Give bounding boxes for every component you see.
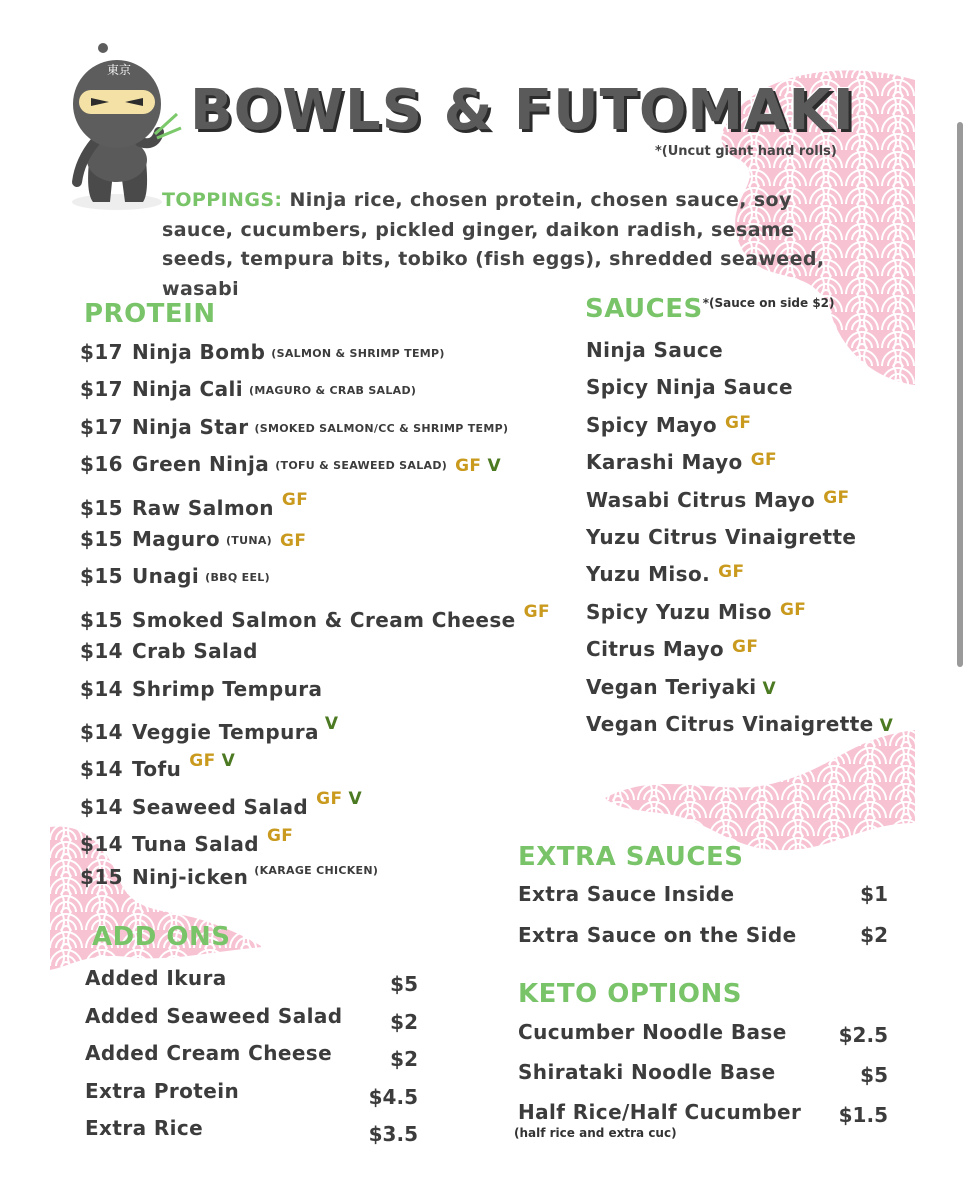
protein-item — [80, 677, 322, 701]
item-name: Raw Salmon — [132, 495, 274, 520]
sauce-item — [586, 413, 751, 437]
sauce-item — [586, 338, 723, 362]
addon-item: Added Cream Cheese — [85, 1041, 333, 1065]
extra-sauce-item: Extra Sauce on the Side — [518, 923, 797, 947]
gf-badge: GF — [523, 601, 551, 622]
scrollbar-thumb[interactable] — [957, 122, 963, 667]
sauce-item — [586, 525, 856, 549]
decorative-wave-middle-right — [600, 728, 920, 858]
item-name: Tuna Salad — [132, 832, 259, 857]
item-price: $15 — [80, 607, 123, 632]
extra-sauce-price: $2 — [860, 923, 888, 947]
vegan-badge: V — [487, 456, 502, 477]
item-price: $14 — [80, 720, 123, 744]
gf-badge: GF — [750, 450, 778, 471]
sauce-item — [586, 488, 850, 512]
protein-item — [80, 864, 378, 889]
sauce-item — [586, 637, 758, 661]
addon-price: $5 — [390, 972, 418, 996]
addon-item: Extra Rice — [85, 1116, 204, 1140]
vegan-badge: V — [221, 751, 236, 772]
item-price: $15 — [80, 864, 123, 889]
gf-badge: GF — [281, 489, 309, 510]
protein-item — [80, 377, 416, 401]
sauce-name: Wasabi Citrus Mayo — [586, 487, 816, 512]
page-subtitle: *(Uncut giant hand rolls) — [655, 144, 837, 159]
sauce-item — [586, 562, 744, 586]
addon-price: $3.5 — [368, 1122, 418, 1146]
toppings-description — [162, 186, 862, 304]
item-price: $14 — [80, 794, 123, 819]
addon-price: $4.5 — [368, 1084, 418, 1109]
protein-item — [80, 564, 270, 588]
item-name: Veggie Tempura — [132, 720, 319, 744]
sauces-header — [585, 294, 835, 324]
item-note: (TOFU & SEAWEED SALAD) — [275, 459, 448, 473]
protein-item — [80, 527, 306, 551]
gf-badge: GF — [718, 562, 745, 583]
sauce-item — [586, 375, 793, 399]
vegan-badge: V — [762, 678, 777, 699]
svg-text:東京: 東京 — [107, 63, 132, 77]
keto-price: $2.5 — [838, 1023, 888, 1047]
protein-item — [80, 490, 308, 520]
keto-heading: KETO OPTIONS — [518, 979, 742, 1009]
protein-heading: PROTEIN — [84, 299, 216, 329]
item-name: Smoked Salmon & Cream Cheese — [132, 607, 516, 632]
extra-sauce-price: $1 — [860, 882, 888, 906]
keto-footnote: (half rice and extra cuc) — [514, 1126, 677, 1140]
item-note: (MAGURO & CRAB SALAD) — [249, 384, 417, 398]
sauce-name: Spicy Yuzu Miso — [586, 599, 772, 624]
sauce-item — [586, 600, 806, 624]
item-price: $15 — [80, 527, 123, 551]
sauce-name: Spicy Mayo — [586, 412, 717, 437]
item-name: Unagi — [132, 564, 200, 589]
keto-item: Shirataki Noodle Base — [518, 1060, 776, 1084]
sauce-name: Citrus Mayo — [586, 637, 725, 662]
item-note: (BBQ EEL) — [205, 571, 270, 585]
sauce-item — [586, 712, 893, 736]
item-price: $17 — [80, 340, 123, 364]
protein-item — [80, 415, 508, 439]
sauce-name: Ninja Sauce — [586, 338, 724, 362]
keto-price: $5 — [860, 1063, 888, 1087]
item-name: Shrimp Tempura — [132, 676, 323, 701]
sauces-heading: SAUCES — [585, 294, 703, 324]
item-price: $14 — [80, 832, 123, 857]
sauces-note: *(Sauce on side $2) — [702, 296, 835, 310]
gf-badge: GF — [316, 788, 343, 809]
sauce-name: Vegan Citrus Vinaigrette — [586, 712, 874, 736]
item-price: $15 — [80, 495, 123, 520]
item-name: Tofu — [132, 757, 182, 782]
item-name: Ninja Cali — [132, 377, 244, 402]
gf-badge: GF — [779, 599, 807, 620]
protein-item — [80, 639, 258, 663]
item-price: $14 — [80, 757, 123, 782]
item-name: Crab Salad — [132, 639, 258, 664]
gf-badge: GF — [455, 456, 482, 477]
toppings-text: Ninja rice, chosen protein, chosen sauce, soy sauce, cucumbers, pickled ginger, daikon radish, sesame seeds, tempura bits, tobiko (fish eggs), shredded seaweed, wasabi — [162, 189, 825, 300]
sauce-name: Yuzu Miso. — [586, 562, 711, 587]
item-name: Ninja Bomb — [132, 340, 266, 364]
item-price: $14 — [80, 639, 123, 664]
gf-badge: GF — [823, 487, 850, 508]
gf-badge: GF — [732, 637, 759, 658]
extra-sauces-heading: EXTRA SAUCES — [518, 842, 744, 872]
item-note: (TUNA) — [225, 534, 272, 547]
sauce-item — [586, 450, 777, 474]
vegan-badge: V — [324, 714, 339, 734]
vegan-badge: V — [348, 788, 363, 809]
item-name: Maguro — [132, 527, 220, 551]
extra-sauce-item: Extra Sauce Inside — [518, 882, 735, 906]
keto-item: Half Rice/Half Cucumber — [518, 1100, 802, 1124]
item-name: Ninj-icken — [132, 864, 249, 889]
item-price: $17 — [80, 414, 123, 439]
protein-item — [80, 452, 501, 476]
gf-badge: GF — [725, 412, 752, 433]
protein-item — [80, 826, 293, 856]
protein-item — [80, 340, 445, 364]
sauce-name: Spicy Ninja Sauce — [586, 375, 793, 400]
gf-badge: GF — [279, 531, 307, 551]
toppings-label: TOPPINGS: — [162, 189, 283, 211]
item-price: $15 — [80, 564, 123, 589]
item-note: (SALMON & SHRIMP TEMP) — [271, 347, 445, 360]
keto-price: $1.5 — [838, 1103, 888, 1127]
scrollbar[interactable] — [955, 0, 967, 1200]
item-price: $14 — [80, 676, 123, 701]
page-title: BOWLS & FUTOMAKI — [190, 78, 855, 143]
item-name: Green Ninja — [132, 452, 270, 477]
gf-badge: GF — [189, 751, 216, 772]
addon-price: $2 — [390, 1047, 418, 1071]
addon-item: Added Seaweed Salad — [85, 1003, 343, 1028]
addon-item: Added Ikura — [85, 966, 227, 990]
sauce-name: Karashi Mayo — [586, 450, 743, 475]
item-price: $17 — [80, 377, 123, 402]
sauce-name: Vegan Teriyaki — [586, 674, 757, 699]
protein-item — [80, 602, 550, 632]
item-name: Seaweed Salad — [132, 794, 309, 819]
sauce-name: Yuzu Citrus Vinaigrette — [586, 525, 857, 549]
gf-badge: GF — [266, 826, 294, 847]
protein-item — [80, 751, 235, 781]
item-name: Ninja Star — [132, 414, 249, 439]
item-price: $16 — [80, 452, 123, 477]
vegan-badge: V — [879, 716, 894, 736]
addon-price: $2 — [390, 1009, 418, 1034]
item-note: (SMOKED SALMON/CC & SHRIMP TEMP) — [254, 421, 509, 435]
protein-item — [80, 714, 338, 744]
keto-item: Cucumber Noodle Base — [518, 1020, 787, 1044]
addons-heading: ADD ONS — [92, 922, 231, 952]
item-note: (KARAGE CHICKEN) — [254, 863, 379, 877]
addon-item: Extra Protein — [85, 1078, 240, 1103]
protein-item — [80, 789, 362, 819]
sauce-item — [586, 675, 776, 699]
